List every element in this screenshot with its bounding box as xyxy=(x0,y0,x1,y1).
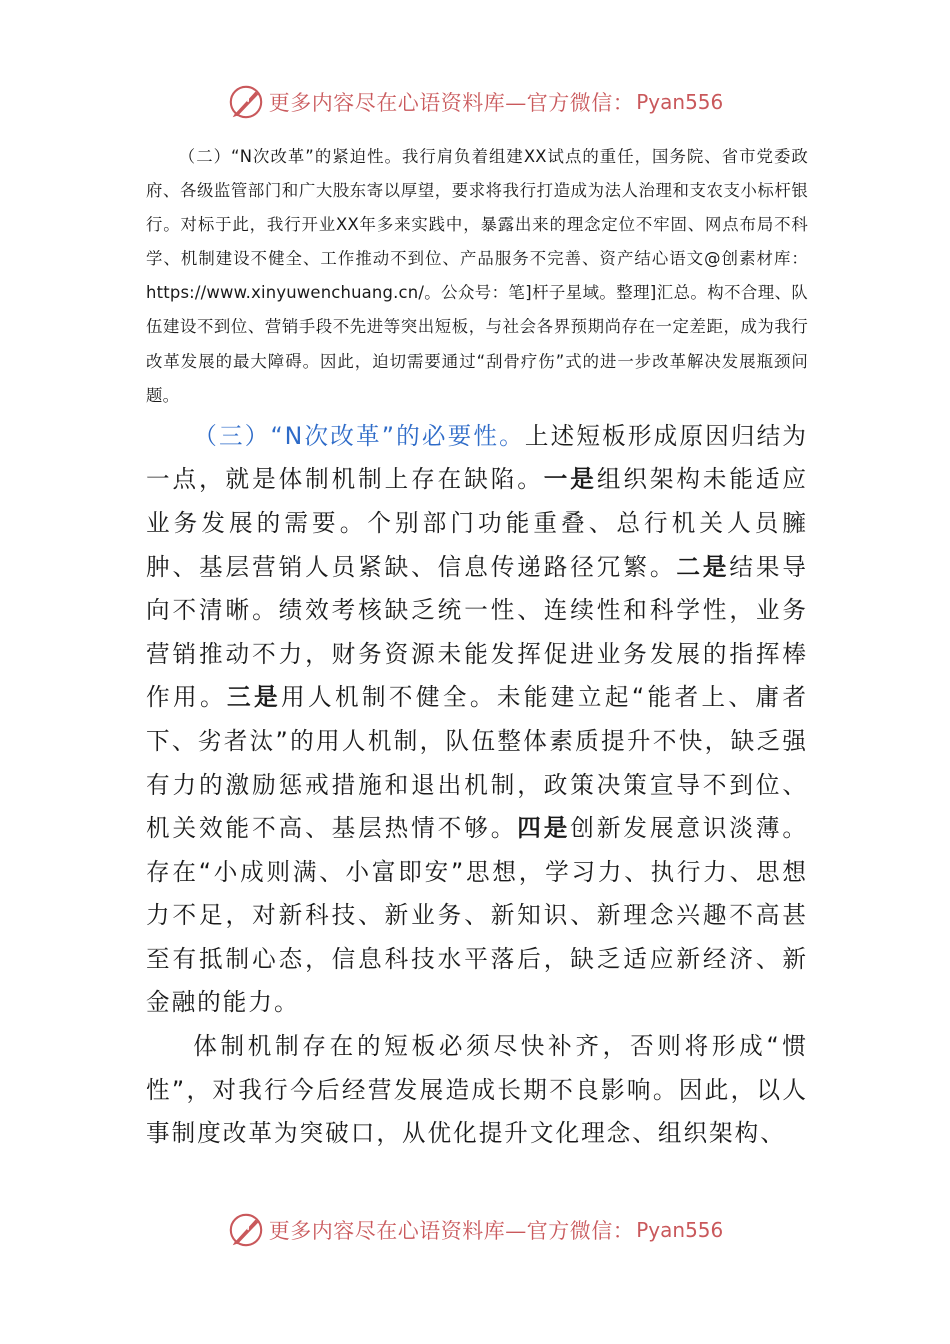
pen-logo-icon xyxy=(227,1211,265,1249)
paragraph-conclusion: 体制机制存在的短板必须尽快补齐，否则将形成“惯性”，对我行今后经营发展造成长期不良影响。因此，以人事制度改革为突破口，从优化提升文化理念、组织架构、 xyxy=(146,1032,808,1148)
header-watermark-banner xyxy=(0,80,950,124)
pen-logo-icon xyxy=(227,83,265,121)
paragraph-necessity xyxy=(146,415,808,1025)
point-one-label: 一是 xyxy=(543,465,597,494)
banner-wechat-id: Pyan556 xyxy=(636,1218,724,1242)
point-four-text: 创新发展意识淡薄。存在“小成则满、小富即安”思想，学习力、执行力、思想力不足，对新科技、新业务、新知识、新理念兴趣不高甚至有抵制心态，信息科技水平落后，缺乏适应新经济、新金融的能力。 xyxy=(146,814,809,1017)
point-three-text: 用人机制不健全。未能建立起“能者上、庸者下、劣者汰”的用人机制，队伍整体素质提升不快，缺乏强有力的激励惩戒措施和退出机制，政策决策宣导不到位、机关效能不高、基层热情不够。 xyxy=(146,683,809,843)
paragraph-urgency: （二）“N次改革”的紧迫性。我行肩负着组建XX试点的重任，国务院、省市党委政府、各级监管部门和广大股东寄以厚望，要求将我行打造成为法人治理和支农支小标杆银行。对标于此，我行开业XX年多来实践中，暴露出来的理念定位不牢固、网点布局不科学、机制建设不健全、工作推动不到位、产品服务不完善、资产结心语文@创素材库：https://www.xinyuwenchuang.cn/。公众号：笔]杆子星域。整理]汇总。构不合理、队伍建设不到位、营销手段不先进等突出短板，与社会各界预期尚存在一定差距，成为我行改革发展的最大障碍。因此，迫切需要通过“刮骨疗伤”式的进一步改革解决发展瓶颈问题。 xyxy=(146,147,808,405)
point-two-text: 结果导向不清晰。绩效考核缺乏统一性、连续性和科学性，业务营销推动不力，财务资源未能发挥促进业务发展的指挥棒作用。 xyxy=(146,552,809,712)
banner-text: 更多内容尽在心语资料库—官方微信： xyxy=(268,1219,635,1243)
necessity-intro: 上述短板形成原因归结为一点，就是体制机制上存在缺陷。 xyxy=(146,421,808,494)
footer-watermark-banner xyxy=(0,1208,950,1252)
banner-text: 更多内容尽在心语资料库—官方微信： xyxy=(268,91,635,115)
banner-wechat-id: Pyan556 xyxy=(636,90,724,114)
point-four-label: 四是 xyxy=(517,814,571,843)
document-body xyxy=(146,140,808,1156)
point-one-text: 组织架构未能适应业务发展的需要。个别部门功能重叠、总行机关人员臃肿、基层营销人员紧缺、信息传递路径冗繁。 xyxy=(146,465,809,581)
point-three-label: 三是 xyxy=(226,683,281,712)
point-two-label: 二是 xyxy=(676,552,730,581)
section-heading-necessity: （三）“N次改革”的必要性。 xyxy=(193,421,525,450)
